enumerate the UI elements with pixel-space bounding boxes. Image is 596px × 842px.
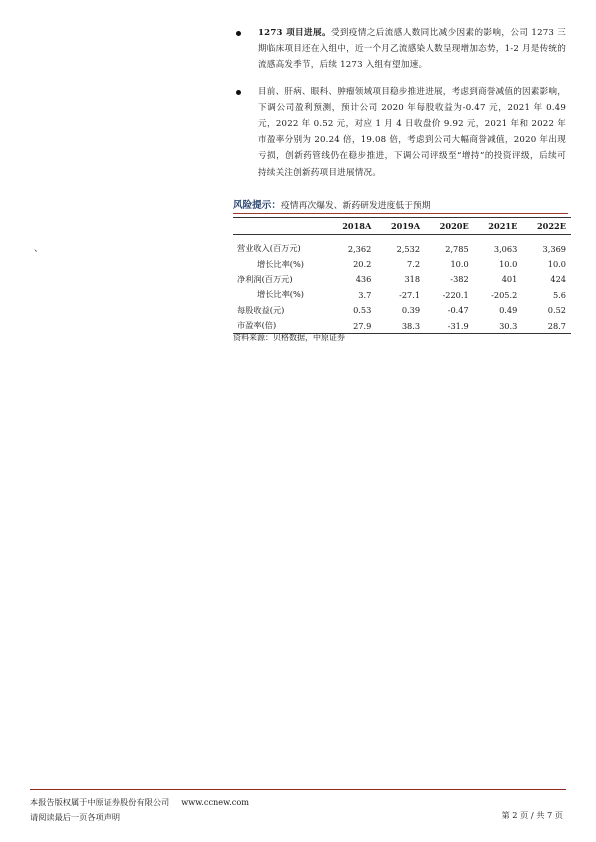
website-link[interactable]: www.ccnew.com	[181, 797, 250, 807]
table-header-cell: 2018A	[328, 218, 377, 235]
table-header-cell: 2019A	[376, 218, 425, 235]
table-cell: 401	[501, 274, 518, 285]
risk-heading: 风险提示：	[233, 200, 281, 211]
table-cell: 30.3	[474, 318, 523, 334]
table-cell: 0.49	[499, 305, 518, 316]
table-header-cell: 2022E	[522, 218, 571, 235]
table-cell: -27.1	[399, 289, 421, 300]
bullet-text: 目前、肝病、眼科、肿瘤领域项目稳步推进进展，考虑到商誉减值的因素影响，下调公司盈利预测，预计公司 2020 年每股收益为-0.47 元，2021 年 0.49 元，2022 年 0.52 元，对应 1 月 4 日收盘价 9.92 元，2021 年和 2022 年市盈率分别为 20.24 倍，19.08 倍，考虑到公司大幅商誉减值，2020 年出现亏损，创新药管线仍在稳步推进，下调公司评级至“增持”的投资评级，后续可持续关注创新药项目进展情况。	[258, 86, 566, 178]
table-cell: 0.53	[353, 305, 372, 316]
bullet-lead: 1273 项目进展。	[258, 28, 331, 38]
table-header-cell: 2021E	[474, 218, 523, 235]
table-cell: 424	[550, 274, 566, 285]
table-header-cell	[233, 218, 328, 235]
footer-left	[30, 795, 249, 825]
table-cell: 27.9	[328, 318, 377, 334]
row-label: 净利润(百万元)	[237, 273, 293, 284]
bullet-item-1273-progress	[236, 25, 566, 74]
table-row	[233, 241, 571, 256]
table-cell: 0.39	[401, 305, 421, 316]
row-label: 增长比率(%)	[257, 258, 304, 269]
table-cell: -382	[450, 274, 469, 285]
row-label: 增长比率(%)	[257, 289, 304, 300]
table-cell: -31.9	[425, 318, 474, 334]
row-label: 每股收益(元)	[237, 304, 285, 315]
table-header-row	[233, 218, 571, 235]
table-cell: 0.52	[547, 305, 566, 316]
risk-text: 疫情再次爆发、新药研发进度低于预期	[280, 201, 431, 211]
table-cell: 38.3	[376, 318, 425, 334]
bullet-dot-icon	[236, 31, 241, 36]
table-source: 资料来源：贝格数据，中原证券	[233, 333, 345, 342]
table-cell: 3,369	[542, 243, 566, 254]
table-cell: 2,785	[445, 243, 469, 254]
bullet-item-forecast	[236, 84, 566, 181]
row-label: 市盈率(倍)	[233, 318, 328, 334]
table-cell: 10.0	[499, 259, 518, 270]
table-cell: -0.47	[447, 305, 469, 316]
disclaimer-notice: 请阅读最后一页各项声明	[30, 812, 121, 822]
stray-mark: 、	[34, 244, 44, 254]
table-row	[233, 256, 571, 271]
table-cell: 5.6	[552, 289, 566, 300]
bullet-list	[236, 25, 566, 191]
row-label: 营业收入(百万元)	[237, 243, 301, 254]
risk-section	[233, 197, 568, 211]
financial-forecast-table	[233, 217, 571, 334]
copyright-text: 本报告版权属于中原证券股份有限公司	[30, 797, 170, 807]
table-cell: -205.2	[491, 289, 518, 300]
table-cell: 318	[404, 274, 421, 285]
table-row	[233, 303, 571, 318]
bullet-dot-icon	[236, 90, 241, 95]
bullet-text: 受到疫情之后流感人数同比减少因素的影响，公司 1273 三期临床项目还在入组中，近一个月乙流感染人数呈现增加态势，1-2 月是传统的流感高发季节，后续 1273 入组有望加速。	[258, 28, 566, 71]
table-cell: 7.2	[407, 259, 421, 270]
table-row	[233, 272, 571, 287]
table-cell: 3.7	[358, 289, 372, 300]
risk-divider	[233, 213, 568, 214]
table-cell: 2,362	[347, 243, 372, 254]
table-row	[233, 287, 571, 302]
table-cell: 10.0	[547, 259, 566, 270]
page-number: 第 2 页 / 共 7 页	[501, 810, 563, 820]
table-cell: 20.2	[353, 259, 372, 270]
table-cell: -220.1	[442, 289, 469, 300]
footer-divider	[30, 789, 566, 790]
table-cell: 3,063	[493, 243, 518, 254]
table-cell: 28.7	[522, 318, 571, 334]
table-cell: 436	[355, 274, 372, 285]
table-cell: 10.0	[450, 259, 469, 270]
table-header-cell: 2020E	[425, 218, 474, 235]
table-cell: 2,532	[396, 243, 421, 254]
